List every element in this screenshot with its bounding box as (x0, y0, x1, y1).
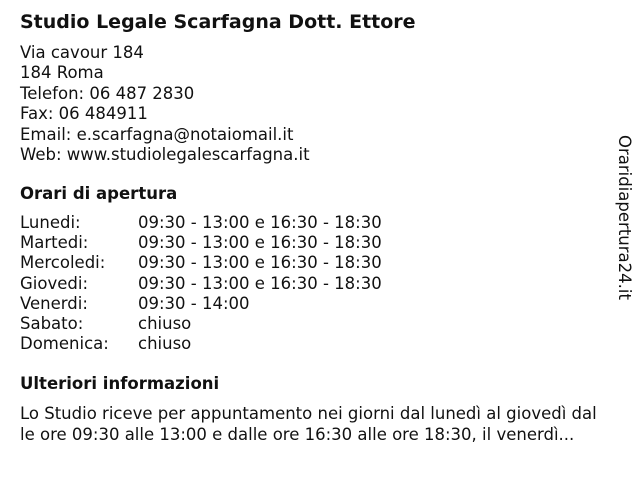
hours-time: 09:30 - 13:00 e 16:30 - 18:30 (138, 253, 382, 273)
phone-number: Telefon: 06 487 2830 (20, 83, 195, 103)
further-info-line: le ore 09:30 alle 13:00 e dalle ore 16:30 alle ore 18:30, il venerdì... (20, 425, 575, 444)
hours-day: Sabato: (20, 313, 84, 333)
hours-day: Mercoledi: (20, 253, 106, 273)
opening-hours-heading: Orari di apertura (20, 184, 178, 203)
hours-time: 09:30 - 13:00 e 16:30 - 18:30 (138, 273, 382, 293)
website-address: Web: www.studiolegalescarfagna.it (20, 145, 310, 165)
hours-day: Giovedi: (20, 273, 88, 293)
hours-day: Domenica: (20, 334, 109, 354)
hours-day: Martedi: (20, 233, 89, 253)
hours-day: Venerdi: (20, 293, 88, 313)
hours-time: chiuso (138, 313, 192, 333)
site-watermark (612, 135, 636, 315)
hours-time: 09:30 - 13:00 e 16:30 - 18:30 (138, 233, 382, 253)
hours-time: chiuso (138, 334, 192, 354)
address-city: 184 Roma (20, 63, 104, 83)
further-info-text (20, 403, 635, 445)
business-name: Studio Legale Scarfagna Dott. Ettore (20, 11, 416, 33)
contact-block (20, 43, 310, 165)
hours-time: 09:30 - 14:00 (138, 293, 250, 313)
email-address: Email: e.scarfagna@notaiomail.it (20, 124, 294, 144)
hours-day: Lunedi: (20, 213, 81, 232)
further-info-line: Lo Studio riceve per appuntamento nei giorni dal lunedì al giovedì dal (20, 404, 597, 423)
watermark-text: Oraridiapertura24.it (615, 135, 634, 300)
further-info-heading: Ulteriori informazioni (20, 374, 220, 393)
hours-time: 09:30 - 13:00 e 16:30 - 18:30 (138, 213, 382, 232)
address-street: Via cavour 184 (20, 43, 144, 62)
fax-number: Fax: 06 484911 (20, 104, 148, 124)
